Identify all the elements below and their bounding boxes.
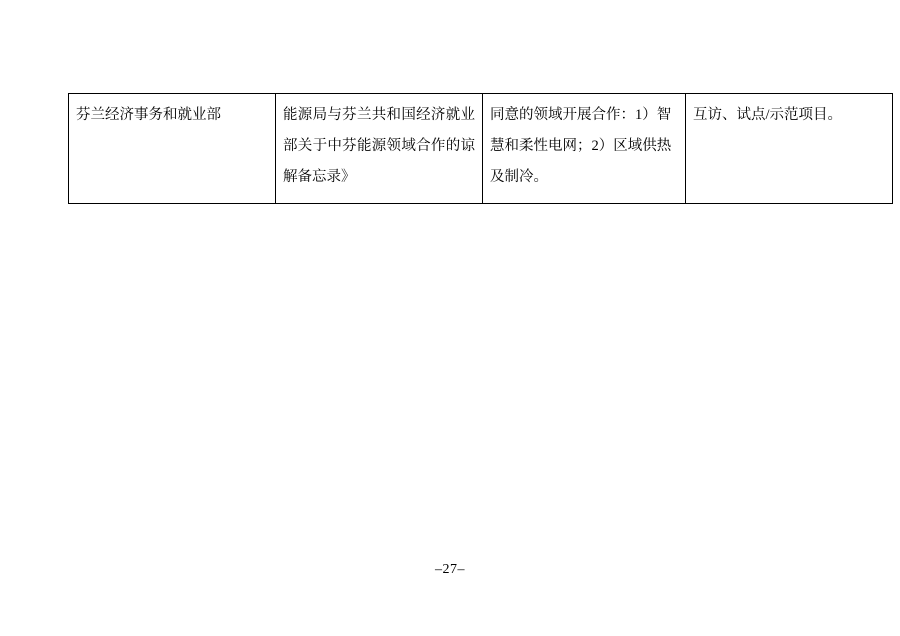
table-row [69, 94, 893, 204]
page-number: –27– [435, 562, 465, 577]
table-body [69, 94, 893, 204]
table-cell-activities: 互访、试点/示范项目。 [686, 94, 893, 204]
agreements-table [68, 93, 893, 204]
table-cell-ministry: 芬兰经济事务和就业部 [69, 94, 276, 204]
table-cell-document-title: 能源局与芬兰共和国经济就业部关于中芬能源领域合作的谅解备忘录》 [276, 94, 483, 204]
table-cell-cooperation-areas: 同意的领域开展合作：1）智慧和柔性电网；2）区域供热及制冷。 [483, 94, 686, 204]
